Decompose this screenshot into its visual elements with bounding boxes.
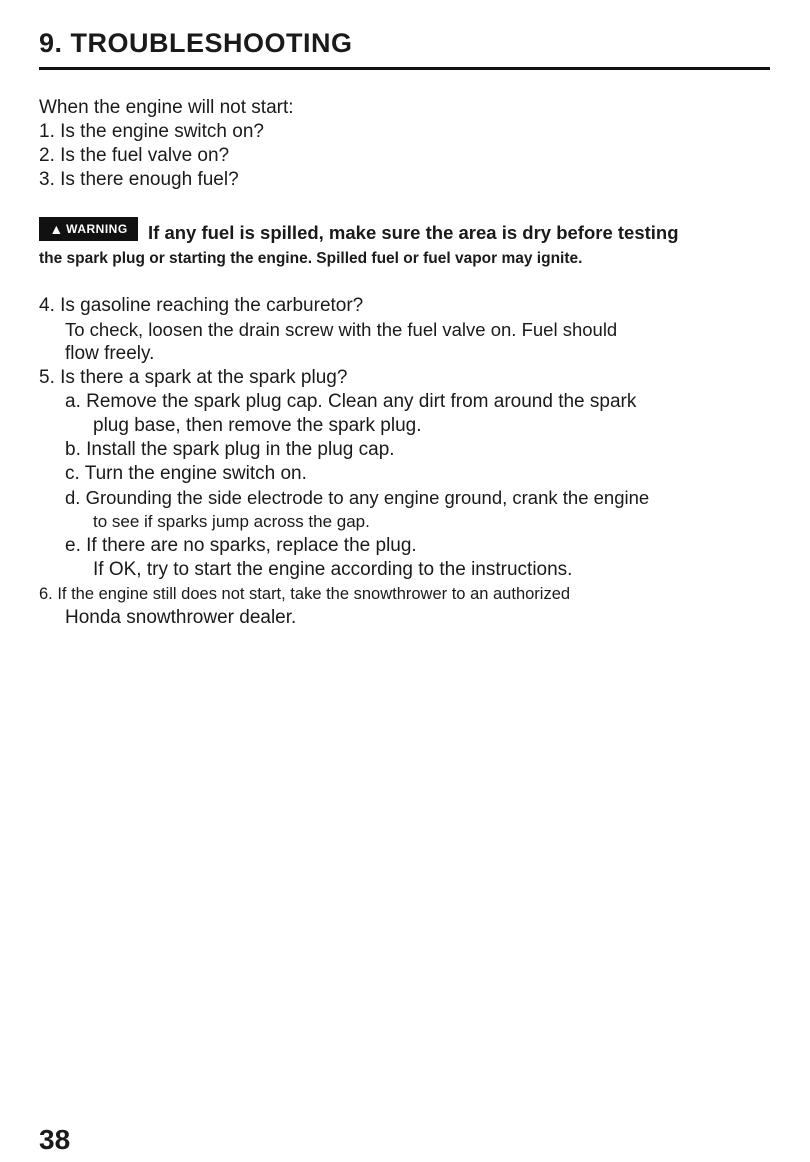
page-number: 38	[39, 1124, 71, 1155]
substep: a. Remove the spark plug cap. Clean any dirt from around the spark	[65, 391, 637, 412]
step-question: 4. Is gasoline reaching the carburetor?	[39, 295, 364, 316]
substep: b. Install the spark plug in the plug cap.	[65, 439, 395, 460]
check-item: 1. Is the engine switch on?	[39, 121, 264, 142]
warning-text: the spark plug or starting the engine. Spilled fuel or fuel vapor may ignite.	[39, 250, 583, 267]
warning-label: WARNING	[66, 222, 128, 236]
check-item: 3. Is there enough fuel?	[39, 169, 239, 190]
substep: d. Grounding the side electrode to any engine ground, crank the engine	[65, 487, 650, 508]
substep: plug base, then remove the spark plug.	[93, 415, 422, 436]
warning-badge	[39, 217, 138, 241]
title-rule	[39, 67, 770, 70]
substep: c. Turn the engine switch on.	[65, 463, 307, 484]
page-title: 9. TROUBLESHOOTING	[39, 28, 353, 58]
step-question: 5. Is there a spark at the spark plug?	[39, 367, 348, 388]
warning-triangle-icon: ▲	[49, 221, 64, 237]
substep: If OK, try to start the engine according to the instructions.	[93, 559, 573, 580]
substep: to see if sparks jump across the gap.	[93, 512, 370, 531]
step-text: To check, loosen the drain screw with the fuel valve on. Fuel should	[65, 319, 618, 340]
step-text: flow freely.	[65, 343, 155, 364]
warning-text: If any fuel is spilled, make sure the area is dry before testing	[148, 222, 679, 243]
check-item: 2. Is the fuel valve on?	[39, 145, 230, 166]
step-question: 6. If the engine still does not start, take the snowthrower to an authorized	[39, 585, 571, 603]
substep: e. If there are no sparks, replace the plug.	[65, 535, 417, 556]
intro-lead: When the engine will not start:	[39, 97, 294, 118]
step-text: Honda snowthrower dealer.	[65, 607, 297, 628]
